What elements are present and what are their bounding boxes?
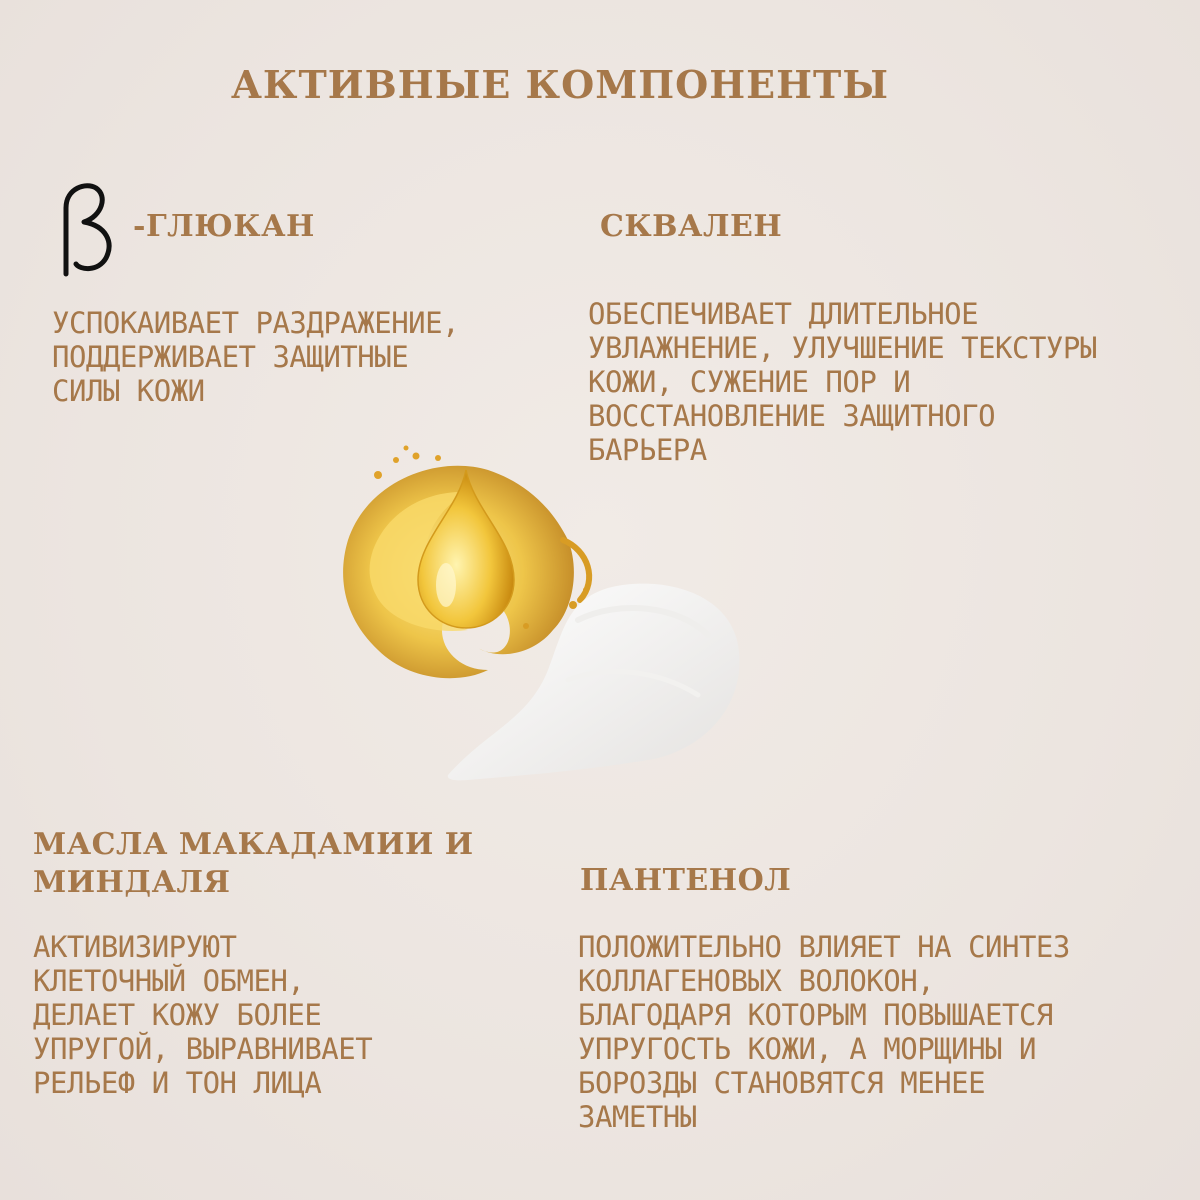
squalene-description: ОБЕСПЕЧИВАЕТ ДЛИТЕЛЬНОЕ УВЛАЖНЕНИЕ, УЛУЧШЕНИЕ ТЕКСТУРЫ КОЖИ, СУЖЕНИЕ ПОР И ВОССТАНОВЛЕНИЕ ЗАЩИТНОГО БАРЬЕРА <box>588 297 1097 467</box>
page-title: АКТИВНЫЕ КОМПОНЕНТЫ <box>230 62 889 107</box>
beta-glucan-description: УСПОКАИВАЕТ РАЗДРАЖЕНИЕ, ПОДДЕРЖИВАЕТ ЗАЩИТНЫЕ СИЛЫ КОЖИ <box>52 306 460 408</box>
beta-glucan-heading: -ГЛЮКАН <box>133 209 315 244</box>
beta-symbol-icon <box>52 178 122 278</box>
oil-and-cream-illustration <box>318 430 758 790</box>
oils-heading: МАСЛА МАКАДАМИИ И МИНДАЛЯ <box>33 827 474 900</box>
oils-description: АКТИВИЗИРУЮТ КЛЕТОЧНЫЙ ОБМЕН, ДЕЛАЕТ КОЖУ БОЛЕЕ УПРУГОЙ, ВЫРАВНИВАЕТ РЕЛЬЕФ И ТОН ЛИЦА <box>33 930 373 1100</box>
squalene-heading: СКВАЛЕН <box>600 209 783 244</box>
panthenol-description: ПОЛОЖИТЕЛЬНО ВЛИЯЕТ НА СИНТЕЗ КОЛЛАГЕНОВЫХ ВОЛОКОН, БЛАГОДАРЯ КОТОРЫМ ПОВЫШАЕТСЯ УПРУГОСТЬ КОЖИ, А МОРЩИНЫ И БОРОЗДЫ СТАНОВЯТСЯ МЕНЕЕ ЗАМЕТНЫ <box>578 930 1070 1134</box>
panthenol-heading: ПАНТЕНОЛ <box>580 863 792 898</box>
